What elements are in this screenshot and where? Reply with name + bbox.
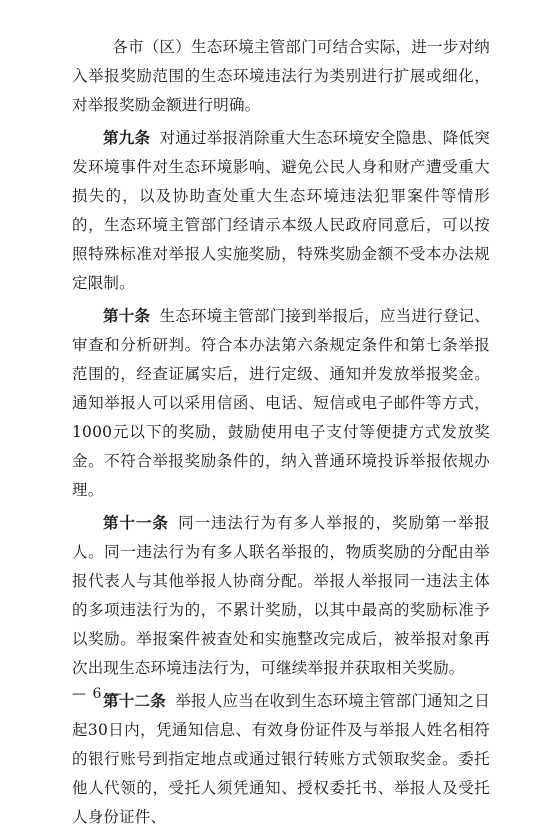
paragraph-article-10 [72,301,490,505]
paragraph-text: 生态环境主管部门接到举报后，应当进行登记、审查和分析研判。符合本办法第六条规定条件和第七条举报范围的，经查证属实后，进行定级、通知并发放举报奖金。通知举报人可以采用信函、电话、短信或电子邮件等方式，1000元以下的奖励，鼓励使用电子支付等便捷方式发放奖金。不符合举报奖励条件的，纳入普通环境投诉举报依规办理。 [72,307,490,499]
paragraph-article-9 [72,123,490,298]
article-heading: 第十一条 [103,513,169,532]
page-number: — 6 — [72,686,123,702]
article-heading: 第九条 [103,128,151,147]
document-body [72,32,490,835]
paragraph-text: 举报人应当在收到生态环境主管部门通知之日起30日内，凭通知信息、有效身份证件及与举报人姓名相符的银行账号到指定地点或通过银行转账方式领取奖金。委托他人代领的，受托人须凭通知、授权委托书、举报人及受托人身份证件、 [72,692,490,826]
paragraph-article-12 [72,686,490,832]
paragraph-text: 同一违法行为有多人举报的，奖励第一举报人。同一违法行为有多人联名举报的，物质奖励的分配由举报代表人与其他举报人协商分配。举报人举报同一违法主体的多项违法行为的，不累计奖励，以其中最高的奖励标准予以奖励。举报案件被查处和实施整改完成后，被举报对象再次出现生态环境违法行为，可继续举报并获取相关奖励。 [72,514,490,677]
paragraph-1 [72,32,490,120]
paragraph-article-11 [72,508,490,683]
paragraph-text: 对通过举报消除重大生态环境安全隐患、降低突发环境事件对生态环境影响、避免公民人身和财产遭受重大损失的，以及协助查处重大生态环境违法犯罪案件等情形的，生态环境主管部门经请示本级人民政府同意后，可以按照特殊标准对举报人实施奖励，特殊奖励金额不受本办法规定限制。 [72,129,490,292]
article-heading: 第十条 [103,306,151,325]
article-heading: 第十二条 [103,691,166,710]
paragraph-text: 各市（区）生态环境主管部门可结合实际，进一步对纳入举报奖励范围的生态环境违法行为类别进行扩展或细化，对举报奖励金额进行明确。 [72,38,490,114]
